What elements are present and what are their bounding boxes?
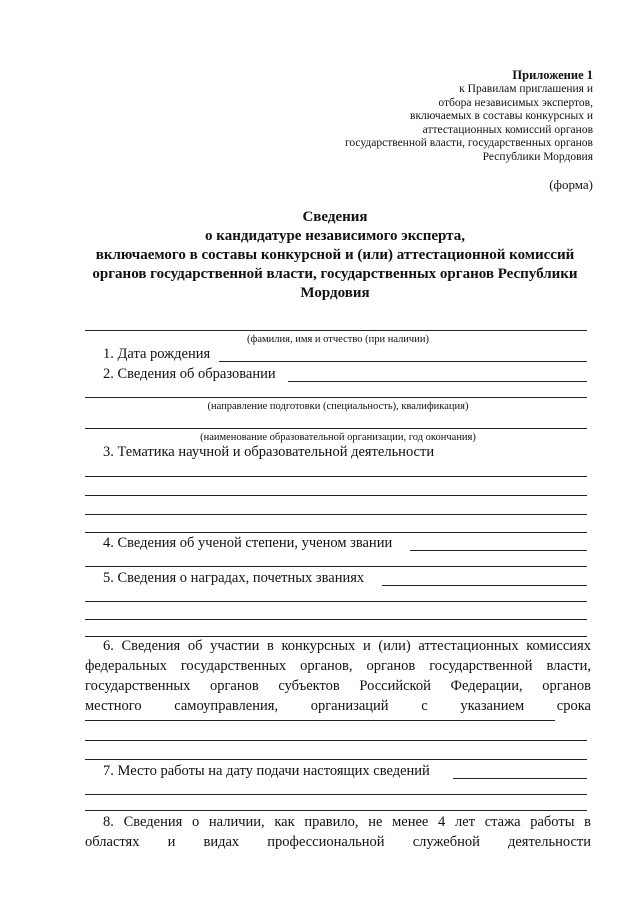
document-title xyxy=(85,208,585,303)
direction-field-line[interactable] xyxy=(85,397,587,398)
item-education-label: 2. Сведения об образовании xyxy=(103,366,276,382)
workplace-field-line[interactable] xyxy=(453,778,587,779)
workplace-field-line[interactable] xyxy=(85,794,587,795)
item-workplace-label: 7. Место работы на дату подачи настоящих сведений xyxy=(103,763,430,779)
research-field-line[interactable] xyxy=(85,495,587,496)
awards-field-line[interactable] xyxy=(382,585,587,586)
item-awards-label: 5. Сведения о наградах, почетных званиях xyxy=(103,570,365,586)
experience-text-line: областях и видах профессиональной служебной деятельности xyxy=(85,834,591,850)
commissions-field-line[interactable] xyxy=(85,740,587,741)
organization-hint: (наименование образовательной организации, год окончания) xyxy=(200,432,476,443)
appendix-line: Республики Мордовия xyxy=(482,150,593,163)
appendix-line: отбора независимых экспертов, xyxy=(438,96,593,109)
title-line: Сведения xyxy=(302,209,368,225)
degree-field-line[interactable] xyxy=(85,566,587,567)
title-line: Мордовия xyxy=(300,285,370,301)
title-line: включаемого в составы конкурсной и (или) аттестационной комиссий xyxy=(95,247,575,263)
commissions-text-line: государственных органов субъектов Российской Федерации, органов xyxy=(85,678,591,694)
research-field-line[interactable] xyxy=(85,476,587,477)
appendix-block xyxy=(345,68,593,164)
commissions-text-line: федеральных государственных органов, органов государственной власти, xyxy=(85,658,591,674)
appendix-heading: Приложение 1 xyxy=(512,68,593,82)
commissions-field-line[interactable] xyxy=(85,720,555,721)
fio-field-line[interactable] xyxy=(85,330,587,331)
appendix-line: аттестационных комиссий органов xyxy=(422,123,593,136)
degree-field-line[interactable] xyxy=(410,550,587,551)
research-field-line[interactable] xyxy=(85,514,587,515)
organization-field-line[interactable] xyxy=(85,428,587,429)
title-line: органов государственной власти, государственных органов Республики xyxy=(92,266,578,282)
appendix-line: государственной власти, государственных органов xyxy=(344,137,593,149)
direction-hint: (направление подготовки (специальность), квалификация) xyxy=(207,401,469,412)
fio-hint: (фамилия, имя и отчество (при наличии) xyxy=(247,334,429,345)
item-research-topics-label: 3. Тематика научной и образовательной деятельности xyxy=(103,444,435,460)
commissions-field-line[interactable] xyxy=(85,759,587,760)
commissions-text-line: местного самоуправления, организаций с указанием срока xyxy=(85,698,591,714)
awards-field-line[interactable] xyxy=(85,619,587,620)
title-line: о кандидатуре независимого эксперта, xyxy=(205,228,465,244)
education-field-line[interactable] xyxy=(288,381,587,382)
appendix-line: к Правилам приглашения и xyxy=(459,83,593,95)
item-degree-label: 4. Сведения об ученой степени, ученом звании xyxy=(103,535,393,551)
awards-field-line[interactable] xyxy=(85,601,587,602)
item-birth-date-label: 1. Дата рождения xyxy=(103,346,211,362)
item-commissions-paragraph xyxy=(85,636,591,716)
commissions-text-line: 6. Сведения об участии в конкурсных и (или) аттестационных комиссиях xyxy=(103,638,591,654)
research-field-line[interactable] xyxy=(85,532,587,533)
experience-text-line: 8. Сведения о наличии, как правило, не менее 4 лет стажа работы в xyxy=(103,814,591,830)
appendix-line: включаемых в составы конкурсных и xyxy=(410,110,593,122)
item-experience-paragraph xyxy=(85,812,591,852)
form-label: (форма) xyxy=(549,177,593,192)
birth-date-field-line[interactable] xyxy=(219,361,587,362)
workplace-field-line[interactable] xyxy=(85,810,587,811)
